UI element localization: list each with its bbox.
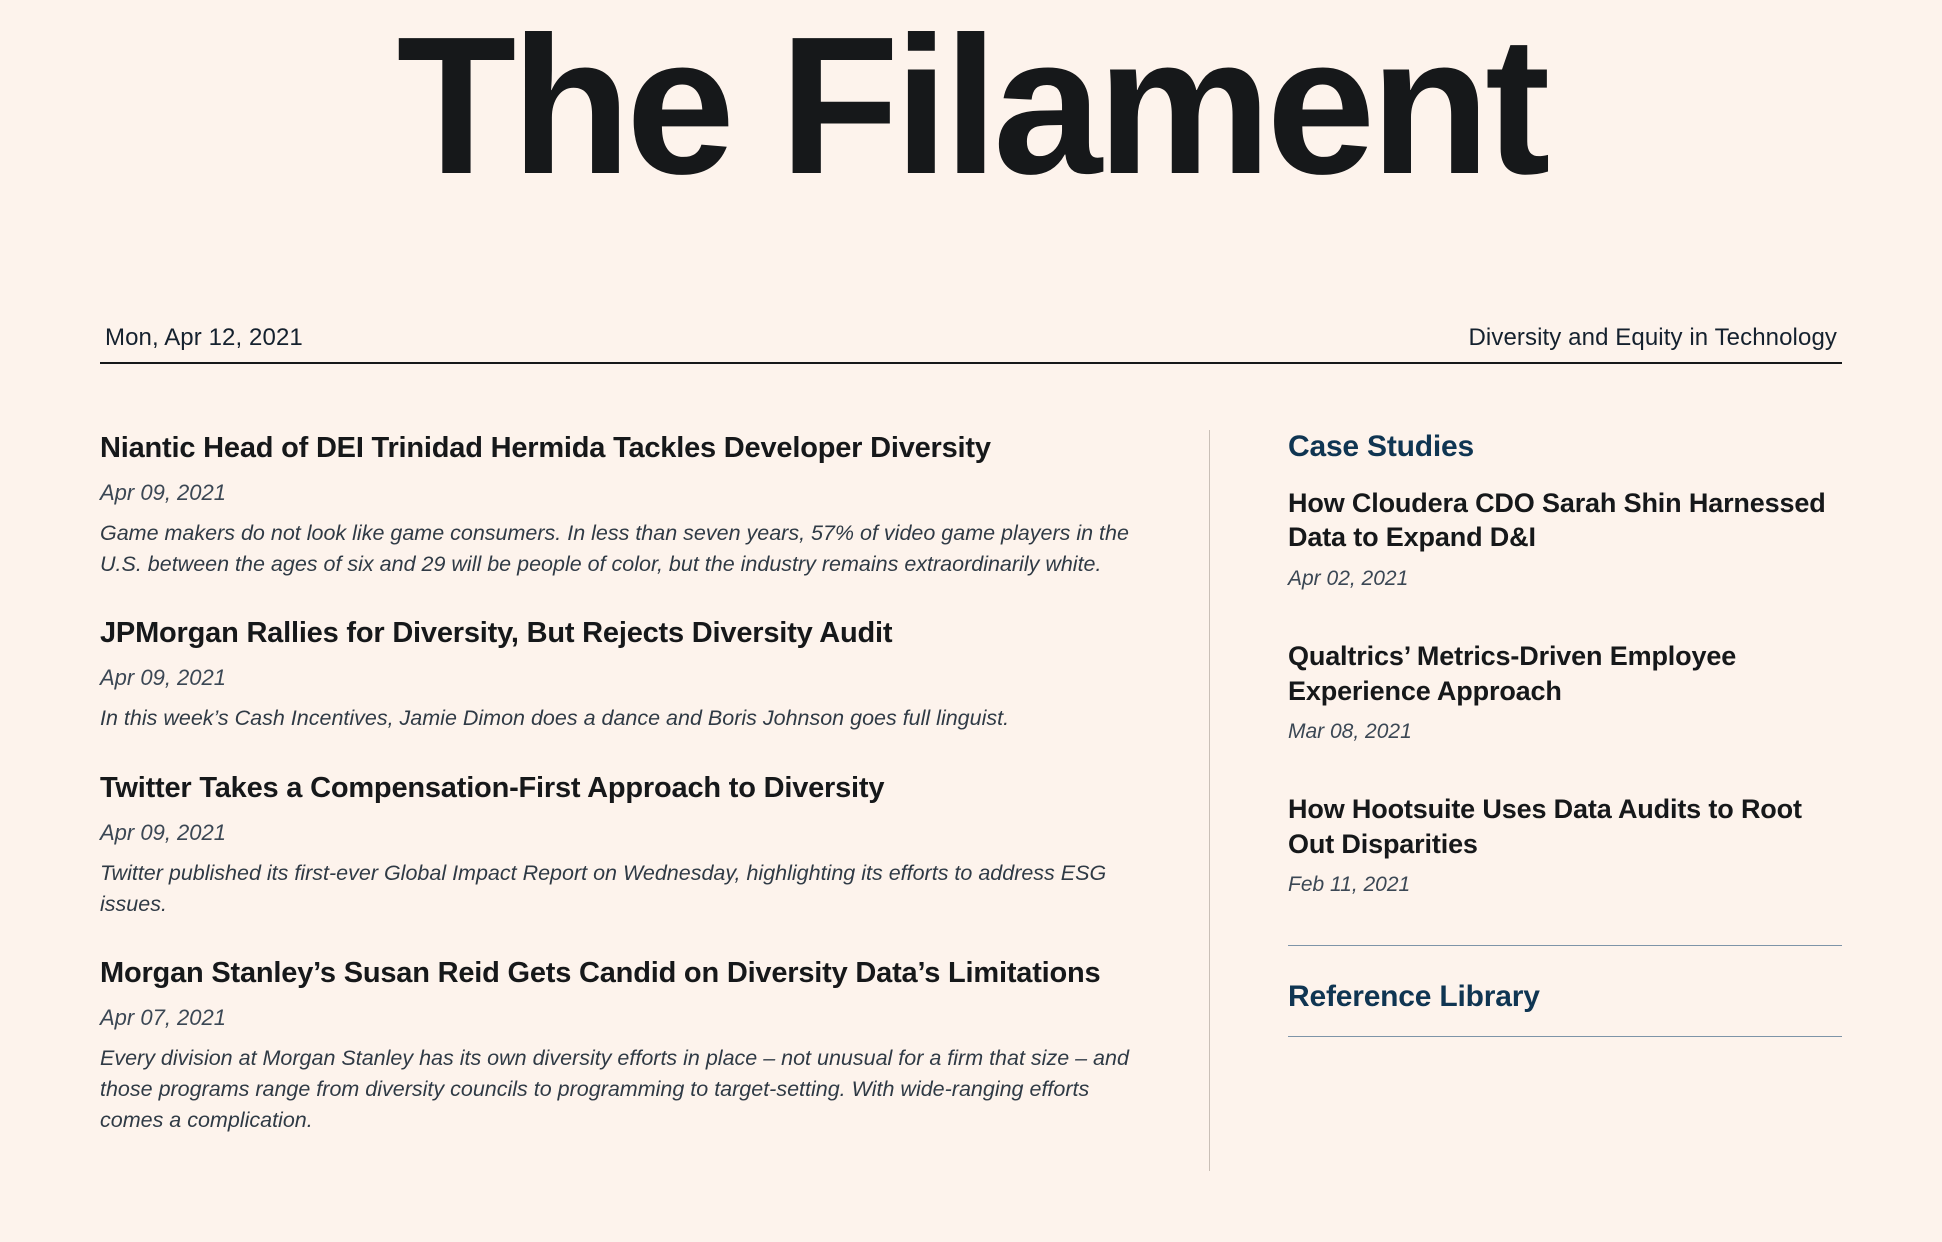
article-item[interactable] <box>100 955 1129 1135</box>
case-studies-heading: Case Studies <box>1288 429 1475 463</box>
sidebar-divider-secondary <box>1288 1036 1842 1037</box>
case-study-date: Feb 11, 2021 <box>1288 873 1411 897</box>
case-study-date: Mar 08, 2021 <box>1288 720 1412 744</box>
meta-bar <box>100 324 1842 364</box>
sidebar-divider <box>1288 945 1842 946</box>
article-item[interactable] <box>100 615 1129 734</box>
article-dek: In this week’s Cash Incentives, Jamie Dimon does a dance and Boris Johnson goes full linguist. <box>100 706 1010 731</box>
case-study-item[interactable] <box>1288 639 1842 744</box>
main-column <box>100 430 1210 1171</box>
article-item[interactable] <box>100 770 1129 919</box>
publication-title: The Filament <box>396 0 1546 215</box>
article-date: Apr 09, 2021 <box>100 480 226 506</box>
article-title[interactable]: Niantic Head of DEI Trinidad Hermida Tackles Developer Diversity <box>100 431 991 464</box>
article-date: Apr 09, 2021 <box>100 665 226 691</box>
article-title[interactable]: Twitter Takes a Compensation-First Approach to Diversity <box>100 771 885 804</box>
case-study-item[interactable] <box>1288 486 1842 591</box>
article-title[interactable]: JPMorgan Rallies for Diversity, But Rejects Diversity Audit <box>100 617 893 650</box>
masthead <box>0 0 1942 215</box>
case-study-title[interactable]: How Hootsuite Uses Data Audits to Root Out Disparities <box>1288 794 1802 859</box>
issue-section: Diversity and Equity in Technology <box>1468 323 1837 351</box>
case-study-title[interactable]: How Cloudera CDO Sarah Shin Harnessed Data to Expand D&I <box>1288 487 1826 553</box>
article-dek: Game makers do not look like game consumers. In less than seven years, 57% of video game players in the U.S. between the ages of six and 29 will be people of color, but the industry remains extraordinarily white. <box>100 521 1129 576</box>
content-area <box>100 364 1842 1171</box>
article-dek: Every division at Morgan Stanley has its own diversity efforts in place – not unusual for a firm that size – and those programs range from diversity councils to programming to target-setting. With wide-ranging efforts comes a complication. <box>100 1046 1129 1132</box>
article-dek: Twitter published its first-ever Global Impact Report on Wednesday, highlighting its efforts to address ESG issues. <box>100 861 1107 916</box>
case-study-title[interactable]: Qualtrics’ Metrics-Driven Employee Experience Approach <box>1288 641 1737 706</box>
article-date: Apr 07, 2021 <box>100 1005 226 1031</box>
case-study-date: Apr 02, 2021 <box>1288 567 1409 590</box>
article-item[interactable] <box>100 430 1129 579</box>
reference-library-heading: Reference Library <box>1288 980 1540 1014</box>
sidebar <box>1210 430 1842 1171</box>
case-study-item[interactable] <box>1288 792 1842 897</box>
issue-date: Mon, Apr 12, 2021 <box>105 323 303 351</box>
article-title[interactable]: Morgan Stanley’s Susan Reid Gets Candid on Diversity Data’s Limitations <box>100 957 1101 990</box>
article-date: Apr 09, 2021 <box>100 820 226 846</box>
